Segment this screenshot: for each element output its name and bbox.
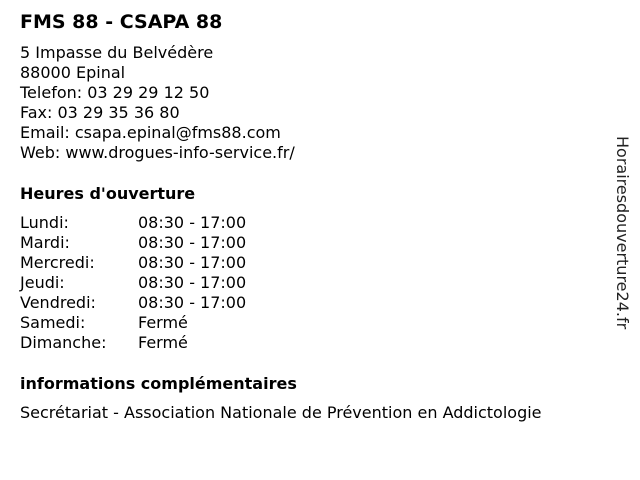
hours-day: Samedi: [20,313,86,332]
fax-number: Fax: 03 29 35 36 80 [20,103,180,122]
address-block [20,43,295,163]
hours-row-tuesday [20,233,246,253]
page-title: FMS 88 - CSAPA 88 [20,11,223,33]
info-text: Secrétariat - Association Nationale de Prévention en Addictologie [20,403,542,422]
hours-day: Lundi: [20,213,69,232]
hours-day: Mercredi: [20,253,95,272]
hours-time: Fermé [138,313,188,332]
address-street: 5 Impasse du Belvédère [20,43,214,62]
hours-time: 08:30 - 17:00 [138,253,247,272]
hours-time: 08:30 - 17:00 [138,213,247,232]
hours-day: Vendredi: [20,293,96,312]
hours-heading: Heures d'ouverture [20,184,196,203]
hours-row-monday [20,213,246,233]
email-address: Email: csapa.epinal@fms88.com [20,123,281,142]
hours-time: Fermé [138,333,188,352]
hours-row-friday [20,293,246,313]
hours-day: Dimanche: [20,333,107,352]
opening-hours-table [20,213,246,353]
hours-day: Jeudi: [20,273,65,292]
hours-day: Mardi: [20,233,70,252]
hours-row-saturday [20,313,246,333]
address-city: 88000 Epinal [20,63,126,82]
hours-time: 08:30 - 17:00 [138,273,247,292]
site-watermark: Horairesdouverture24.fr [613,136,632,330]
hours-row-wednesday [20,253,246,273]
hours-time: 08:30 - 17:00 [138,293,247,312]
phone-number: Telefon: 03 29 29 12 50 [20,83,210,102]
hours-row-thursday [20,273,246,293]
hours-time: 08:30 - 17:00 [138,233,247,252]
website: Web: www.drogues-info-service.fr/ [20,143,295,162]
info-heading: informations complémentaires [20,374,297,393]
hours-row-sunday [20,333,246,353]
